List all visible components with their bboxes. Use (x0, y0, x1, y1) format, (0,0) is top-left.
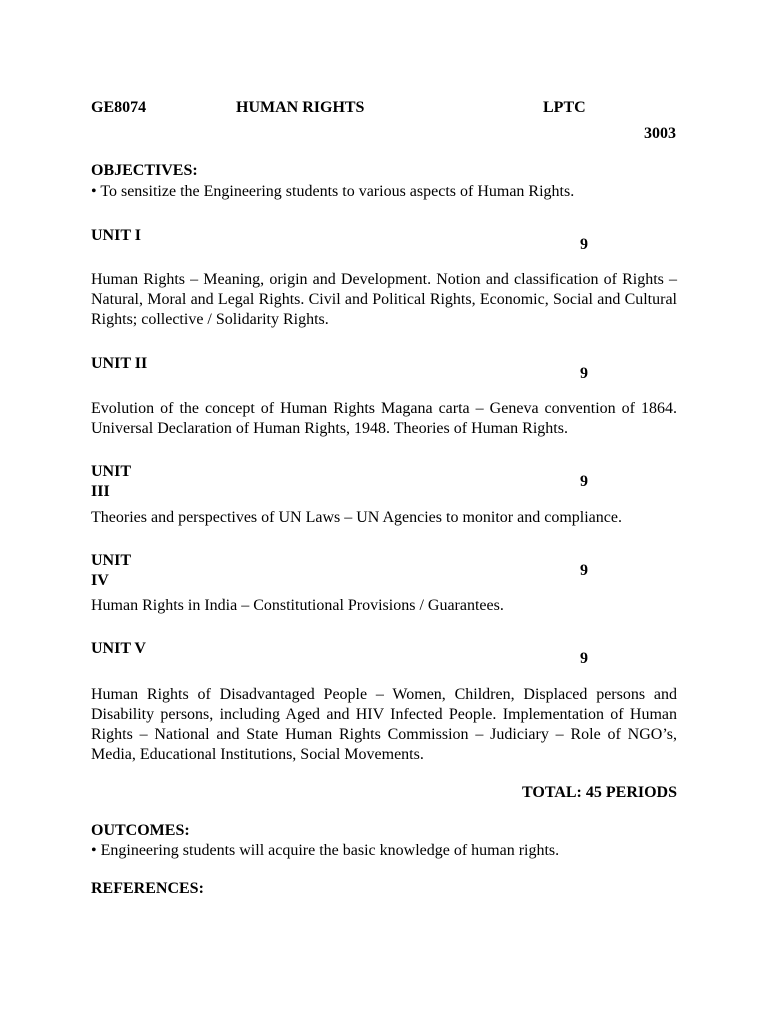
unit-description: Human Rights in India – Constitutional Provisions / Guarantees. (91, 597, 504, 614)
lptc-label: LPTC (543, 99, 586, 116)
unit-label: UNIT II (91, 355, 148, 372)
course-title: HUMAN RIGHTS (236, 99, 365, 116)
lptc-value: 3003 (644, 125, 676, 142)
unit-hours: 9 (580, 650, 588, 667)
unit-hours: 9 (580, 365, 588, 382)
outcome-item: • Engineering students will acquire the basic knowledge of human rights. (91, 842, 560, 859)
unit-description: Human Rights – Meaning, origin and Development. Notion and classification of Rights – Natural, Moral and Legal Rights. Civil and Political Rights, Economic, Social and Cultural Rights; collective / Solidarity Rights. (91, 271, 677, 328)
unit-description: Evolution of the concept of Human Rights Magana carta – Geneva convention of 1864. Universal Declaration of Human Rights, 1948. Theories of Human Rights. (91, 400, 677, 437)
course-code: GE8074 (91, 99, 147, 116)
unit-description: Theories and perspectives of UN Laws – UN Agencies to monitor and compliance. (91, 509, 622, 526)
unit-hours: 9 (580, 236, 588, 253)
objectives-heading: OBJECTIVES: (91, 162, 198, 179)
unit-description: Human Rights of Disadvantaged People – Women, Children, Displaced persons and Disability persons, including Aged and HIV Infected People. Implementation of Human Rights – National and State Human Rights Commission – Judiciary – Role of NGO’s, Media, Educational Institutions, Social Movements. (91, 686, 677, 763)
references-heading: REFERENCES: (91, 880, 204, 897)
unit-label: UNIT I (91, 227, 141, 244)
outcomes-heading: OUTCOMES: (91, 822, 190, 839)
total-periods: TOTAL: 45 PERIODS (522, 784, 677, 801)
unit-hours: 9 (580, 473, 588, 490)
unit-label: UNIT IV (91, 552, 131, 589)
objective-item: • To sensitize the Engineering students to various aspects of Human Rights. (91, 183, 575, 200)
unit-label: UNIT V (91, 640, 146, 657)
unit-label: UNIT III (91, 463, 131, 500)
unit-hours: 9 (580, 562, 588, 579)
